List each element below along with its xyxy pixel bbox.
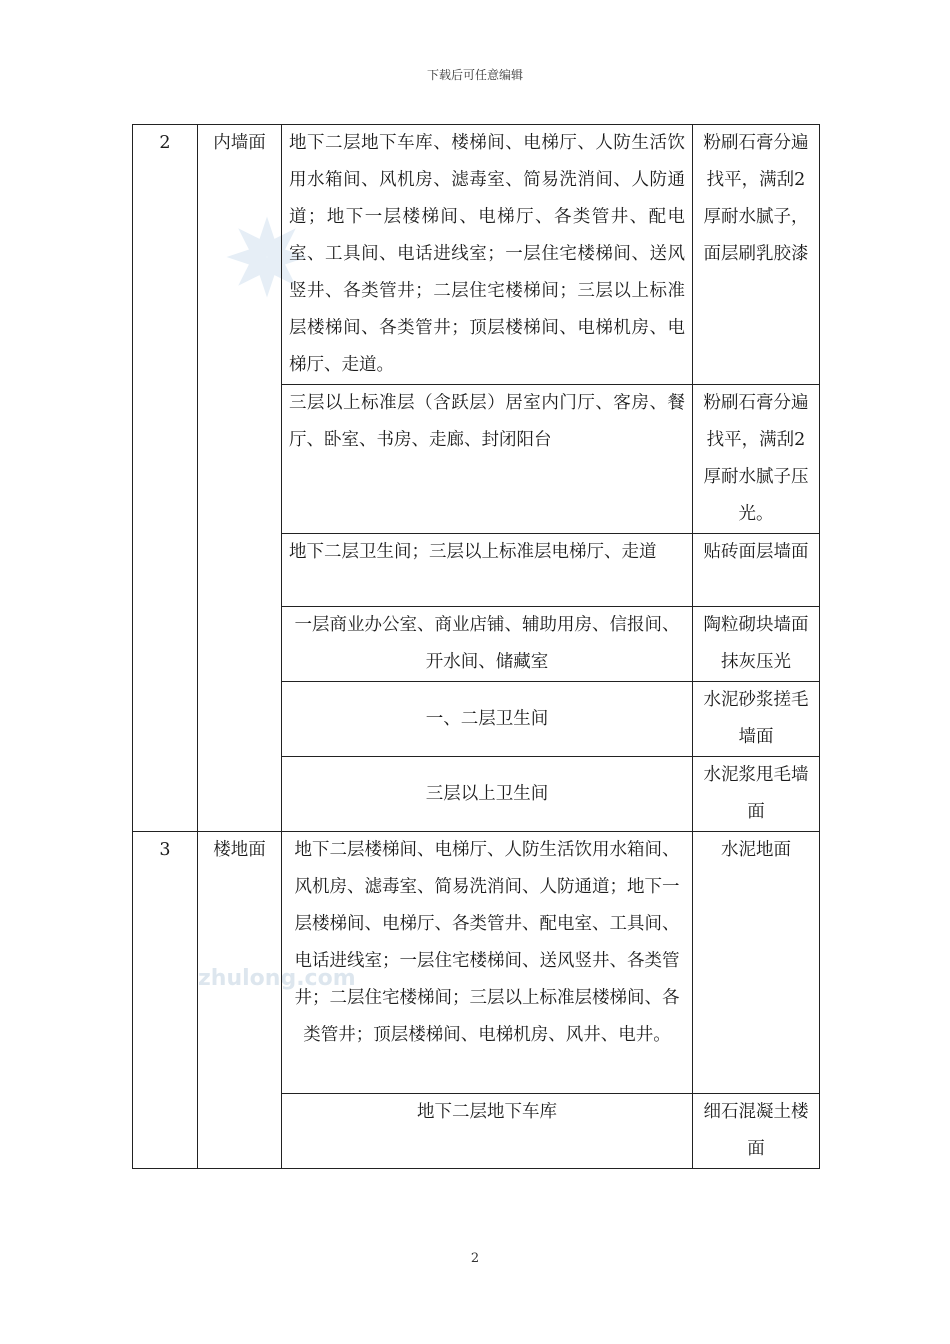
location-cell: 地下二层地下车库、楼梯间、电梯厅、人防生活饮用水箱间、风机房、滤毒室、简易洗消间、人防通道；地下一层楼梯间、电梯厅、各类管井、配电室、工具间、电话进线室；一层住宅楼梯间、送风竖井、各类管井；二层住宅楼梯间；三层以上标准层楼梯间、各类管井；顶层楼梯间、电梯机房、电梯厅、走道。 <box>282 125 693 385</box>
table-row <box>133 832 820 1094</box>
location-cell: 三层以上标准层（含跃层）居室内门厅、客房、餐厅、卧室、书房、走廊、封闭阳台 <box>282 385 693 534</box>
table-row <box>133 125 820 385</box>
finish-cell: 陶粒砌块墙面抹灰压光 <box>693 607 820 682</box>
finish-cell: 细石混凝土楼面 <box>693 1094 820 1169</box>
location-cell: 一、二层卫生间 <box>282 682 693 757</box>
finish-cell: 粉刷石膏分遍找平，满刮2厚耐水腻子压光。 <box>693 385 820 534</box>
location-cell: 地下二层楼梯间、电梯厅、人防生活饮用水箱间、风机房、滤毒室、简易洗消间、人防通道；地下一层楼梯间、电梯厅、各类管井、配电室、工具间、电话进线室；一层住宅楼梯间、送风竖井、各类管井；二层住宅楼梯间；三层以上标准层楼梯间、各类管井；顶层楼梯间、电梯机房、风井、电井。 <box>282 832 693 1094</box>
finish-cell: 水泥砂浆搓毛墙面 <box>693 682 820 757</box>
finish-cell: 水泥浆甩毛墙面 <box>693 757 820 832</box>
page-header: 下载后可任意编辑 <box>426 68 523 82</box>
item-number: 3 <box>133 832 198 1169</box>
item-category: 内墙面 <box>198 125 282 832</box>
finish-cell: 粉刷石膏分遍找平，满刮2厚耐水腻子，面层刷乳胶漆 <box>693 125 820 385</box>
page-number: 2 <box>470 1251 480 1266</box>
location-cell: 一层商业办公室、商业店铺、辅助用房、信报间、开水间、储藏室 <box>282 607 693 682</box>
item-category: 楼地面 <box>198 832 282 1169</box>
finish-cell: 贴砖面层墙面 <box>693 534 820 607</box>
location-cell: 地下二层卫生间；三层以上标准层电梯厅、走道 <box>282 534 693 607</box>
item-number: 2 <box>133 125 198 832</box>
finish-spec-table <box>132 124 820 1169</box>
location-cell: 地下二层地下车库 <box>282 1094 693 1169</box>
watermark-text: zhulong.com <box>198 966 356 991</box>
finish-cell: 水泥地面 <box>693 832 820 1094</box>
location-cell: 三层以上卫生间 <box>282 757 693 832</box>
